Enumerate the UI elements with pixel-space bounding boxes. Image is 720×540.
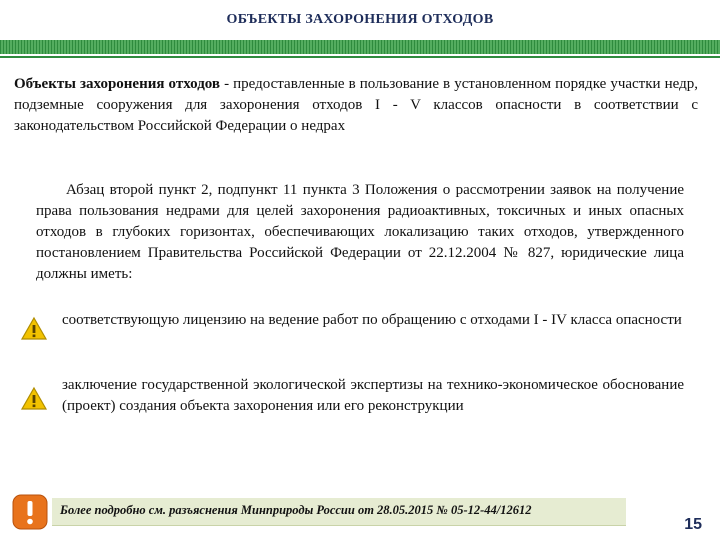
requirement-item: соответствующую лицензию на ведение работ по обращению с отходами I - IV класса опасности (62, 312, 682, 328)
page-title: ОБЪЕКТЫ ЗАХОРОНЕНИЯ ОТХОДОВ (226, 12, 494, 27)
note-box (52, 498, 626, 526)
warning-icon (20, 386, 48, 412)
definition-paragraph (14, 74, 698, 137)
definition-text: - предоставленные в пользование в установленном порядке участки недр, подземные сооружения для захоронения отходов I - V классов опасности в соответствии с законодательством Российской Федерации о недрах (14, 76, 698, 134)
legal-basis-paragraph: Абзац второй пункт 2, подпункт 11 пункта 3 Положения о рассмотрении заявок на получение права пользования недрами для целей захоронения радиоактивных, токсичных и иных опасных отходов в глубоких горизонтах, обеспечивающих локализацию таких отходов, утвержденного постановлением Правительства Российской Федерации от 22.12.2004 № 827, юридические лица должны иметь: (36, 182, 684, 282)
exclamation-icon (12, 494, 48, 530)
note-text: Более подробно см. разъяснения Минприроды России от 28.05.2015 № 05-12-44/12612 (60, 503, 532, 517)
header-rule-line (0, 56, 720, 58)
requirement-item: заключение государственной экологической экспертизы на технико-экономическое обоснование (проект) создания объекта захоронения или его реконструкции (62, 377, 684, 414)
warning-icon (20, 316, 48, 342)
header-rule (0, 40, 720, 54)
definition-term: Объекты захоронения отходов (14, 76, 221, 92)
page-number: 15 (684, 516, 702, 533)
